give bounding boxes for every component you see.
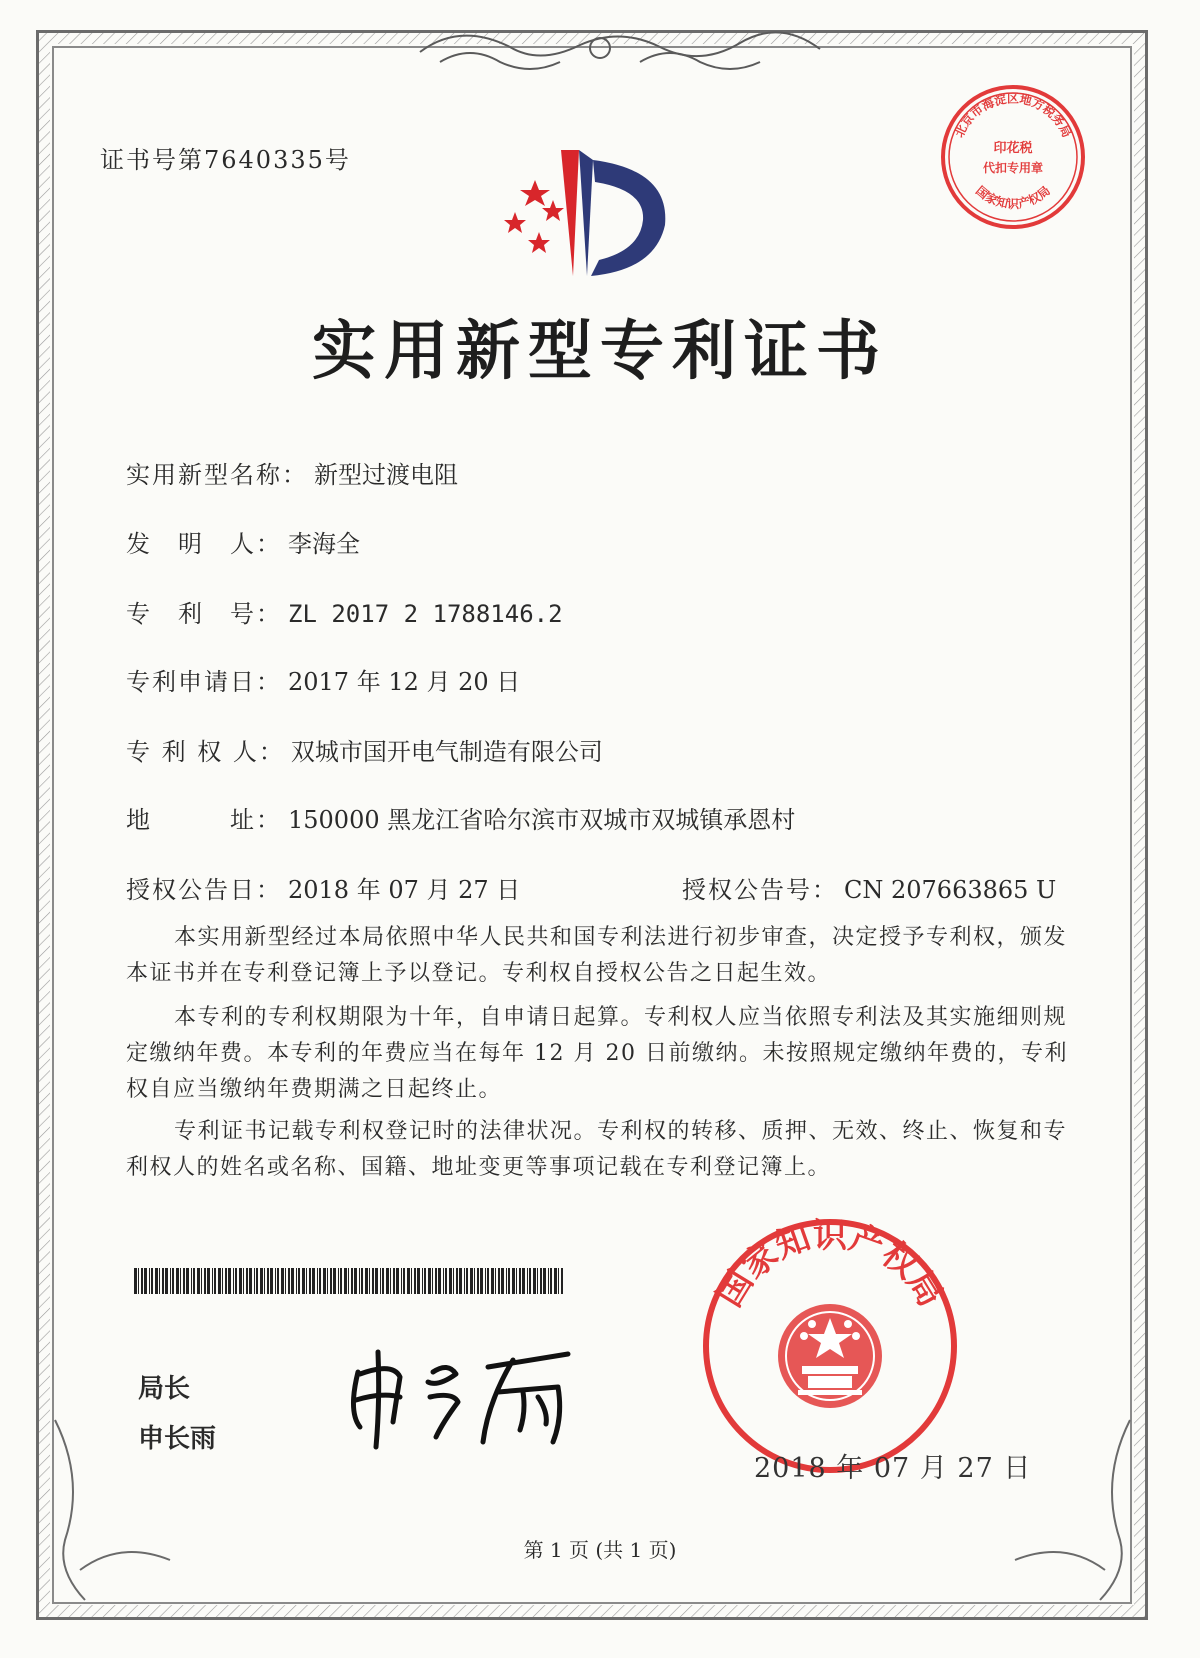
barcode-bar	[138, 1268, 139, 1294]
barcode-bar	[180, 1268, 181, 1294]
barcode-bar	[155, 1268, 158, 1294]
barcode-bar	[506, 1268, 507, 1294]
barcode-bar	[228, 1268, 231, 1294]
barcode-bar	[306, 1268, 307, 1294]
barcode-bar	[464, 1268, 465, 1294]
field-label: 专 利 号：	[126, 600, 282, 628]
barcode-bar	[470, 1268, 473, 1294]
field-value: 150000 黑龙江省哈尔滨市双城市双城镇承恩村	[288, 806, 796, 834]
statement-paragraph-1: 本实用新型经过本局依照中华人民共和国专利法进行初步审查，决定授予专利权，颁发本证书并在专利登记簿上予以登记。专利权自授权公告之日起生效。	[126, 925, 1068, 986]
barcode-bar	[424, 1268, 426, 1294]
barcode-bar	[417, 1268, 420, 1294]
barcode-bar	[212, 1268, 213, 1294]
barcode-bar	[260, 1268, 263, 1294]
barcode-bar	[165, 1268, 168, 1294]
barcode-bar	[149, 1268, 150, 1294]
barcode-bar	[159, 1268, 160, 1294]
barcode-bar	[443, 1268, 444, 1294]
barcode-bar	[225, 1268, 227, 1294]
barcode-bar	[453, 1268, 454, 1294]
field-inventor	[126, 524, 360, 559]
field-label: 授权公告号：	[682, 876, 838, 904]
barcode-bar	[519, 1268, 521, 1294]
barcode-bar	[369, 1268, 370, 1294]
field-utility-model-name	[126, 455, 458, 490]
barcode-bar	[239, 1268, 242, 1294]
state-ip-office-seal	[700, 1216, 960, 1476]
barcode-bar	[309, 1268, 311, 1294]
statement-paragraph-3: 专利证书记载专利权登记时的法律状况。专利权的转移、质押、无效、终止、恢复和专利权人的姓名或名称、国籍、地址变更等事项记载在专利登记簿上。	[126, 1119, 1068, 1180]
barcode-bar	[151, 1268, 153, 1294]
barcode-bar	[361, 1268, 363, 1294]
barcode-bar	[487, 1268, 489, 1294]
director-name: 申长雨	[138, 1424, 217, 1454]
barcode-bar	[330, 1268, 332, 1294]
barcode-bar	[201, 1268, 202, 1294]
barcode-bar	[354, 1268, 357, 1294]
field-patentee	[126, 732, 603, 767]
barcode-bar	[516, 1268, 517, 1294]
field-value: 2017 年 12 月 20 日	[288, 668, 521, 696]
barcode-bar	[485, 1268, 486, 1294]
barcode-bar	[264, 1268, 265, 1294]
certificate-title: 实用新型专利证书	[312, 314, 888, 389]
barcode-bar	[246, 1268, 248, 1294]
barcode-bar	[277, 1268, 279, 1294]
barcode-bar	[235, 1268, 237, 1294]
barcode-bar	[162, 1268, 164, 1294]
barcode-bar	[393, 1268, 395, 1294]
field-value: 李海全	[288, 530, 360, 558]
barcode-bar	[554, 1268, 557, 1294]
field-value: 双城市国开电气制造有限公司	[290, 738, 603, 766]
barcode-bar	[529, 1268, 531, 1294]
barcode-bar	[351, 1268, 353, 1294]
barcode-bar	[134, 1268, 137, 1294]
barcode-bar	[533, 1268, 536, 1294]
barcode-bar	[144, 1268, 147, 1294]
barcode-bar	[477, 1268, 479, 1294]
barcode-bar	[498, 1268, 500, 1294]
barcode-bar	[522, 1268, 525, 1294]
barcode-bar	[449, 1268, 452, 1294]
certificate-number: 证书号第7640335号	[100, 146, 351, 174]
field-grant-number	[682, 870, 1056, 905]
barcode-bar	[312, 1268, 315, 1294]
barcode-bar	[327, 1268, 328, 1294]
barcode-bar	[288, 1268, 290, 1294]
barcode-bar	[254, 1268, 255, 1294]
field-label: 地 址：	[126, 806, 282, 834]
barcode-bar	[403, 1268, 405, 1294]
barcode-bar	[422, 1268, 423, 1294]
barcode-bar	[428, 1268, 431, 1294]
field-label: 授权公告日：	[126, 876, 282, 904]
barcode-bar	[558, 1268, 559, 1294]
barcode-bar	[401, 1268, 402, 1294]
barcode-bar	[317, 1268, 318, 1294]
svg-text:北京市海淀区地方税务局: 北京市海淀区地方税务局	[951, 91, 1075, 140]
barcode-bar	[296, 1268, 297, 1294]
barcode-bar	[214, 1268, 216, 1294]
barcode-bar	[186, 1268, 189, 1294]
barcode-bar	[333, 1268, 336, 1294]
barcode-bar	[183, 1268, 185, 1294]
barcode-bar	[474, 1268, 475, 1294]
barcode-bar	[172, 1268, 174, 1294]
barcode-bar	[396, 1268, 399, 1294]
barcode-bar	[222, 1268, 223, 1294]
barcode-bar	[340, 1268, 342, 1294]
barcode-bar	[207, 1268, 210, 1294]
barcode-bar	[550, 1268, 552, 1294]
barcode-bar	[365, 1268, 368, 1294]
barcode-bar	[495, 1268, 496, 1294]
barcode-bar	[407, 1268, 410, 1294]
field-value: CN 207663865 U	[844, 876, 1057, 904]
barcode-bar	[414, 1268, 416, 1294]
field-label: 实用新型名称：	[126, 461, 308, 489]
barcode-bar	[348, 1268, 349, 1294]
barcode-bar	[338, 1268, 339, 1294]
barcode-bar	[445, 1268, 447, 1294]
director-signature	[338, 1342, 598, 1452]
barcode-bar	[344, 1268, 347, 1294]
svg-text:代扣专用章: 代扣专用章	[982, 161, 1044, 175]
field-label: 专 利 权 人：	[126, 738, 285, 766]
barcode-bar	[540, 1268, 542, 1294]
field-address	[126, 800, 795, 835]
statement-paragraph-2: 本专利的专利权期限为十年，自申请日起算。专利权人应当依照专利法及其实施细则规定缴纳年费。本专利的年费应当在每年 12 月 20 日前缴纳。未按照规定缴纳年费的，专利权自应当缴纳年费期满之日起终止。	[126, 1005, 1068, 1102]
barcode-bar	[233, 1268, 234, 1294]
barcode-bar	[491, 1268, 494, 1294]
barcode-bar	[141, 1268, 143, 1294]
barcode-bar	[302, 1268, 305, 1294]
barcode-bar	[281, 1268, 284, 1294]
barcode-bar	[390, 1268, 391, 1294]
director-title: 局长	[138, 1374, 191, 1404]
barcode-bar	[512, 1268, 515, 1294]
field-label: 发 明 人：	[126, 530, 282, 558]
barcode-bar	[372, 1268, 374, 1294]
barcode-bar	[218, 1268, 221, 1294]
barcode-bar	[291, 1268, 294, 1294]
barcode-bar	[193, 1268, 195, 1294]
barcode-bar	[537, 1268, 538, 1294]
barcode-bar	[256, 1268, 258, 1294]
barcode-bar	[176, 1268, 179, 1294]
national-emblem-icon	[778, 1304, 882, 1408]
field-value: 2018 年 07 月 27 日	[288, 876, 521, 904]
barcode-bar	[319, 1268, 321, 1294]
barcode-bar	[480, 1268, 483, 1294]
barcode-bar	[435, 1268, 437, 1294]
barcode-bar	[382, 1268, 384, 1294]
barcode-bar	[380, 1268, 381, 1294]
svg-text:印花税: 印花税	[993, 141, 1033, 156]
barcode-bar	[204, 1268, 206, 1294]
barcode-bar	[527, 1268, 528, 1294]
field-patent-number	[126, 594, 563, 629]
barcode-bar	[386, 1268, 389, 1294]
patent-office-emblem	[495, 140, 695, 280]
barcode-bar	[508, 1268, 510, 1294]
field-label: 专利申请日：	[126, 668, 282, 696]
barcode-bar	[411, 1268, 412, 1294]
barcode-bar	[438, 1268, 441, 1294]
barcode-bar	[456, 1268, 458, 1294]
barcode-bar	[275, 1268, 276, 1294]
field-filing-date	[126, 662, 520, 697]
barcode-bar	[298, 1268, 300, 1294]
barcode-bar	[197, 1268, 200, 1294]
field-value: ZL 2017 2 1788146.2	[288, 600, 563, 628]
barcode-bar	[466, 1268, 468, 1294]
barcode-bar	[170, 1268, 171, 1294]
barcode-bar	[548, 1268, 549, 1294]
barcode-bar	[459, 1268, 462, 1294]
barcode-bar	[432, 1268, 433, 1294]
barcode-bar	[501, 1268, 504, 1294]
field-grant-date	[126, 870, 520, 905]
barcode-bar	[543, 1268, 546, 1294]
page-number: 第 1 页 (共 1 页)	[523, 1538, 677, 1562]
field-value: 新型过渡电阻	[314, 461, 458, 489]
barcode-bar	[243, 1268, 244, 1294]
barcode-bar	[375, 1268, 378, 1294]
barcode	[134, 1268, 564, 1294]
barcode-bar	[359, 1268, 360, 1294]
barcode-bar	[285, 1268, 286, 1294]
barcode-bar	[191, 1268, 192, 1294]
tax-seal-stamp	[938, 82, 1088, 232]
barcode-bar	[270, 1268, 273, 1294]
svg-text:国家知识产权局: 国家知识产权局	[973, 183, 1053, 211]
barcode-bar	[561, 1268, 563, 1294]
seal-date: 2018 年 07 月 27 日	[754, 1453, 1032, 1484]
svg-text:国家知识产权局: 国家知识产权局	[709, 1216, 951, 1314]
barcode-bar	[323, 1268, 326, 1294]
barcode-bar	[267, 1268, 269, 1294]
barcode-bar	[249, 1268, 252, 1294]
